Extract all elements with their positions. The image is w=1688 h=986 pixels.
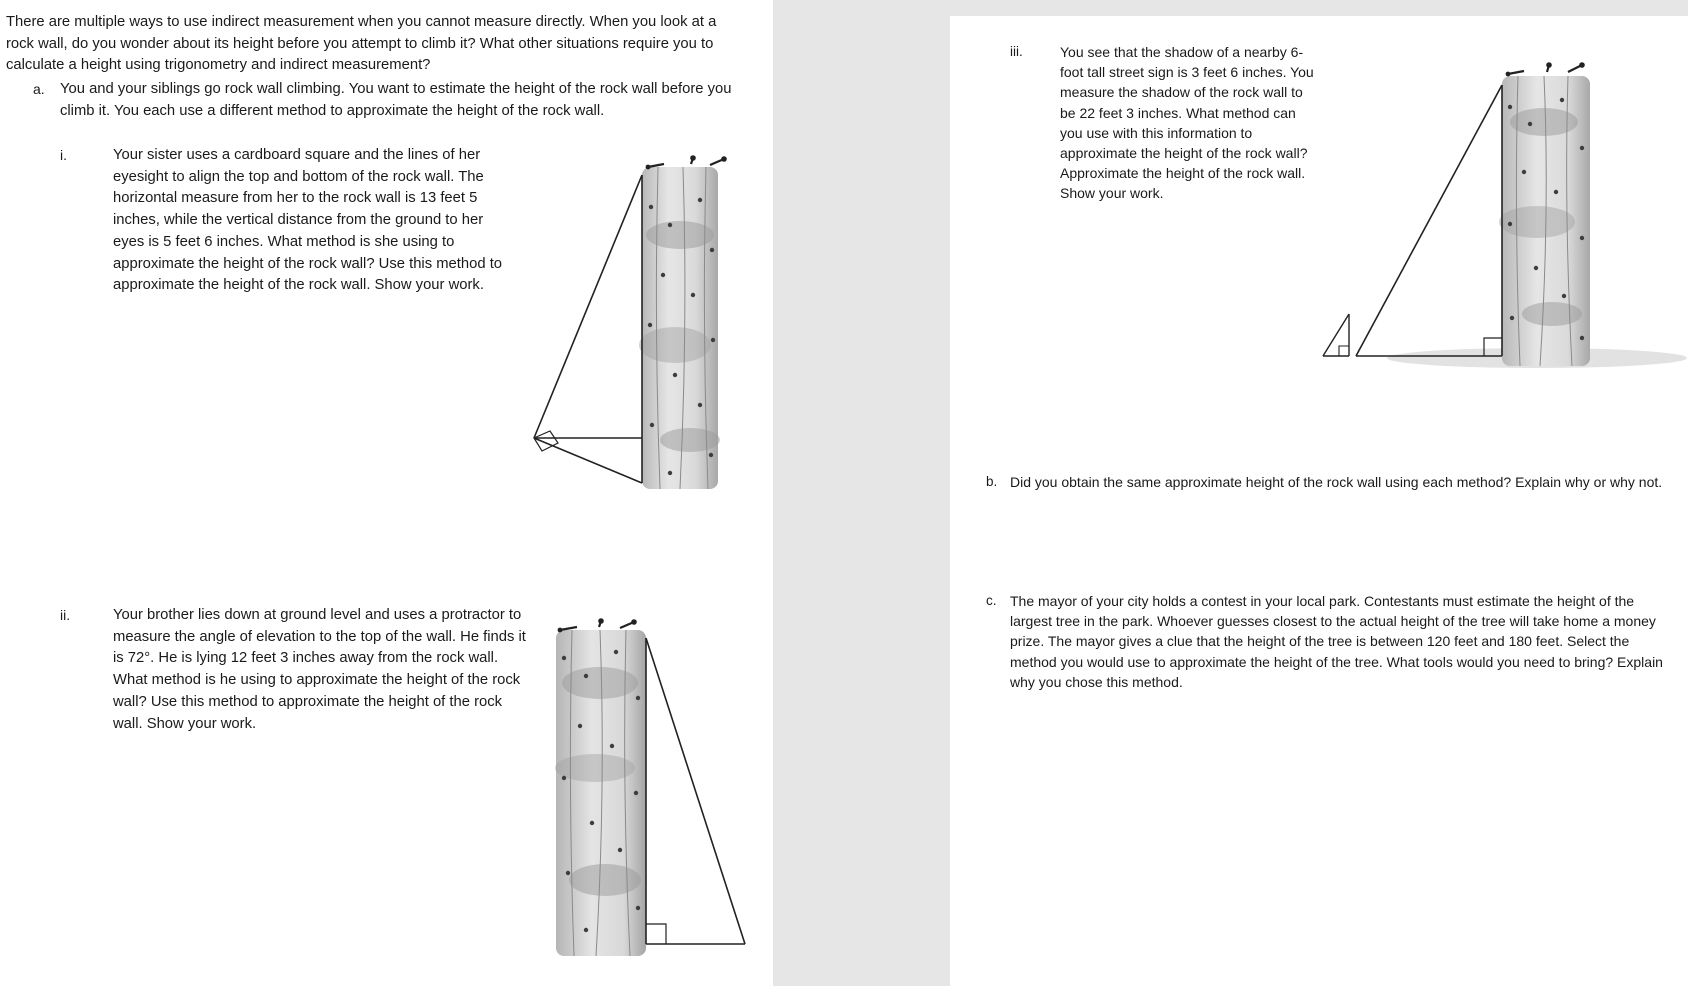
elevation-triangle	[646, 638, 745, 944]
item-ii-text: Your brother lies down at ground level and uses a protractor to measure the angle of elevation to the top of the wall. He finds it is 72°. He is lying 12 feet 3 inches away from the rock wall. What method is he using to approximate the height of the rock wall? Use this method to approximate the height of the rock wall. Show your work.	[113, 607, 526, 732]
figure-angle-of-elevation-method	[550, 618, 750, 958]
item-iii-marker: iii.	[1010, 44, 1023, 59]
rock-wall-illustration	[639, 155, 727, 489]
part-a-marker: a.	[33, 81, 45, 97]
item-iii-text: You see that the shadow of a nearby 6-foot tall street sign is 3 feet 6 inches. You measure the shadow of the rock wall to be 22 feet 3 inches. What method can you use with this information to approximate the height of the rock wall? Approximate the height of the rock wall. Show your work.	[1060, 44, 1314, 202]
part-b-marker: b.	[986, 474, 998, 489]
figure-shadow-method	[1332, 52, 1684, 382]
sight-triangle	[534, 175, 642, 483]
part-c-marker: c.	[986, 593, 997, 608]
item-ii-marker: ii.	[60, 607, 71, 623]
worksheet-page-right	[950, 16, 1688, 986]
part-c-text: The mayor of your city holds a contest in your local park. Contestants must estimate the height of the largest tree in the park. Whoever guesses closest to the actual height of the tree will take home a money prize. The mayor gives a clue that the height of the tree is between 120 feet and 180 feet. Select the method you would use to approximate the height of the tree. What tools would you need to bring? Explain why you chose this method.	[1010, 593, 1663, 690]
item-i-marker: i.	[60, 147, 67, 163]
rock-wall-illustration	[555, 618, 646, 956]
item-i-text: Your sister uses a cardboard square and the lines of her eyesight to align the top and bottom of the rock wall. The horizontal measure from her to the rock wall is 13 feet 5 inches, while the vertical distance from the ground to her eyes is 5 feet 6 inches. What method is she using to approximate the height of the rock wall? Use this method to approximate the height of the rock wall. Show your work.	[113, 147, 503, 294]
part-b-text: Did you obtain the same approximate height of the rock wall using each method? Explain why or why not.	[1010, 474, 1663, 490]
part-a-text: You and your siblings go rock wall climbing. You want to estimate the height of the rock wall before you climb it. You each use a different method to approximate the height of the rock wall.	[60, 81, 732, 119]
worksheet-page-left	[0, 0, 773, 986]
figure-cardboard-square-method	[530, 155, 750, 500]
shadow-triangle-street-sign	[1323, 314, 1349, 356]
shadow-triangle-rock-wall	[1356, 85, 1502, 356]
intro-paragraph: There are multiple ways to use indirect measurement when you cannot measure directly. When you look at a rock wall, do you wonder about its height before you attempt to climb it? What other situations require you to calculate a height using trigonometry and indirect measurement?	[6, 14, 717, 74]
